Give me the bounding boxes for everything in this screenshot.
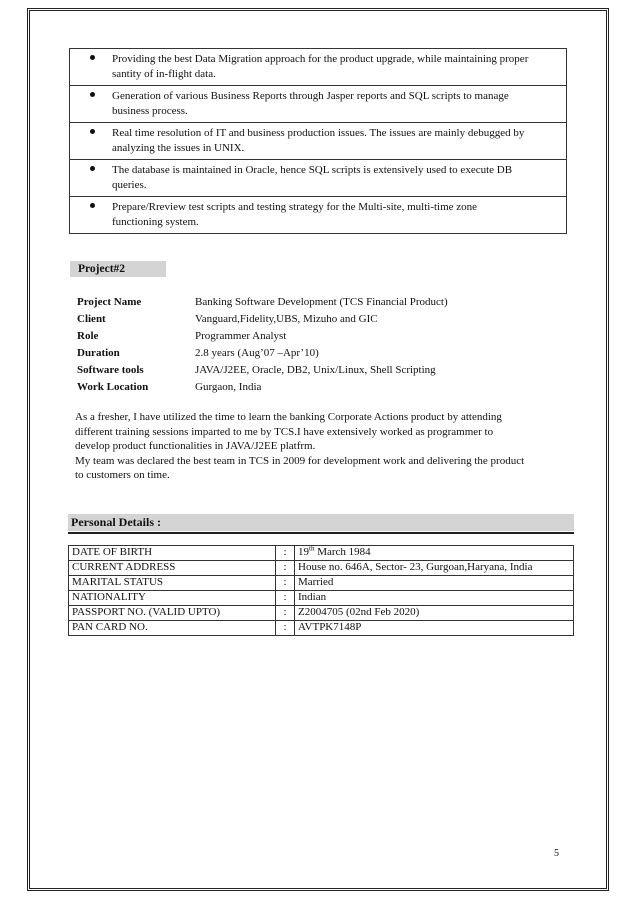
personal-value bbox=[295, 591, 574, 606]
heading-rule bbox=[68, 532, 574, 534]
field-label: Client bbox=[77, 313, 106, 325]
personal-label: PASSPORT NO. (VALID UPTO) bbox=[69, 606, 276, 621]
responsibility-line: Providing the best Data Migration approach for the product upgrade, while maintaining proper bbox=[112, 53, 529, 65]
project-heading: Project#2 bbox=[70, 261, 166, 277]
separator: : bbox=[276, 546, 295, 561]
bullet-icon bbox=[90, 166, 95, 171]
field-value: 2.8 years (Aug’07 –Apr’10) bbox=[195, 347, 319, 359]
personal-row bbox=[69, 606, 574, 621]
responsibility-line: business process. bbox=[112, 105, 188, 117]
summary-line: develop product functionalities in JAVA/J2EE platfrm. bbox=[75, 440, 316, 452]
responsibility-row bbox=[70, 160, 567, 197]
value-text: March 1984 bbox=[314, 546, 371, 559]
field-value: Gurgaon, India bbox=[195, 381, 262, 393]
personal-label: MARITAL STATUS bbox=[69, 576, 276, 591]
value-text: 19 bbox=[298, 546, 309, 559]
responsibility-row bbox=[70, 49, 567, 86]
responsibility-line: santity of in-flight data. bbox=[112, 68, 216, 80]
responsibility-line: Real time resolution of IT and business production issues. The issues are mainly debugged by bbox=[112, 127, 525, 139]
responsibility-line: analyzing the issues in UNIX. bbox=[112, 142, 245, 154]
separator: : bbox=[276, 576, 295, 591]
summary-line: different training sessions imparted to me by TCS.I have extensively worked as programmer to bbox=[75, 425, 494, 438]
personal-label: CURRENT ADDRESS bbox=[69, 561, 276, 576]
responsibility-line: queries. bbox=[112, 179, 147, 191]
project-summary bbox=[75, 410, 575, 483]
bullet-icon bbox=[90, 203, 95, 208]
bullet-icon bbox=[90, 129, 95, 134]
field-value: Banking Software Development (TCS Financial Product) bbox=[195, 296, 448, 308]
summary-line: to customers on time. bbox=[75, 469, 170, 481]
bullet-icon bbox=[90, 55, 95, 60]
personal-row bbox=[69, 561, 574, 576]
separator: : bbox=[276, 591, 295, 606]
responsibility-line: Prepare/Rreview test scripts and testing strategy for the Multi-site, multi-time zone bbox=[112, 201, 478, 213]
bullet-icon bbox=[90, 92, 95, 97]
personal-details-table bbox=[68, 545, 574, 636]
responsibility-row bbox=[70, 86, 567, 123]
responsibility-line: The database is maintained in Oracle, hence SQL scripts is extensively used to execute DB bbox=[112, 164, 513, 176]
personal-value bbox=[295, 621, 574, 636]
page-number: 5 bbox=[554, 848, 559, 859]
field-value: Vanguard,Fidelity,UBS, Mizuho and GIC bbox=[195, 313, 378, 325]
personal-label: DATE OF BIRTH bbox=[69, 546, 276, 561]
field-value: JAVA/J2EE, Oracle, DB2, Unix/Linux, Shell Scripting bbox=[195, 364, 436, 376]
value-superscript: th bbox=[309, 544, 315, 553]
value-text: Z2004705 (02nd Feb 2020) bbox=[298, 606, 420, 619]
responsibility-line: functioning system. bbox=[112, 216, 199, 228]
personal-value bbox=[295, 561, 574, 576]
field-label: Work Location bbox=[77, 381, 149, 393]
summary-line: As a fresher, I have utilized the time to learn the banking Corporate Actions product by attending bbox=[75, 411, 502, 423]
field-label: Duration bbox=[77, 347, 120, 359]
personal-row bbox=[69, 591, 574, 606]
field-label: Project Name bbox=[77, 296, 142, 308]
personal-label: PAN CARD NO. bbox=[69, 621, 276, 636]
personal-row bbox=[69, 576, 574, 591]
field-label: Software tools bbox=[77, 364, 144, 376]
responsibility-line: Generation of various Business Reports through Jasper reports and SQL scripts to manage bbox=[112, 90, 509, 102]
separator: : bbox=[276, 606, 295, 621]
personal-details-heading: Personal Details : bbox=[68, 514, 574, 531]
responsibility-row bbox=[70, 123, 567, 160]
value-text: Married bbox=[298, 576, 334, 589]
responsibility-row bbox=[70, 197, 567, 234]
value-text: AVTPK7148P bbox=[298, 621, 362, 634]
personal-label: NATIONALITY bbox=[69, 591, 276, 606]
value-text: Indian bbox=[298, 591, 327, 604]
personal-value bbox=[295, 576, 574, 591]
value-text: House no. 646A, Sector- 23, Gurgoan,Haryana, India bbox=[298, 561, 533, 574]
personal-value bbox=[295, 606, 574, 621]
responsibilities-table bbox=[69, 48, 567, 234]
summary-line: My team was declared the best team in TCS in 2009 for development work and delivering the product bbox=[75, 454, 525, 467]
field-label: Role bbox=[77, 330, 99, 342]
separator: : bbox=[276, 561, 295, 576]
field-value: Programmer Analyst bbox=[195, 330, 287, 342]
personal-row bbox=[69, 621, 574, 636]
personal-row bbox=[69, 546, 574, 561]
personal-value bbox=[295, 546, 574, 561]
separator: : bbox=[276, 621, 295, 636]
